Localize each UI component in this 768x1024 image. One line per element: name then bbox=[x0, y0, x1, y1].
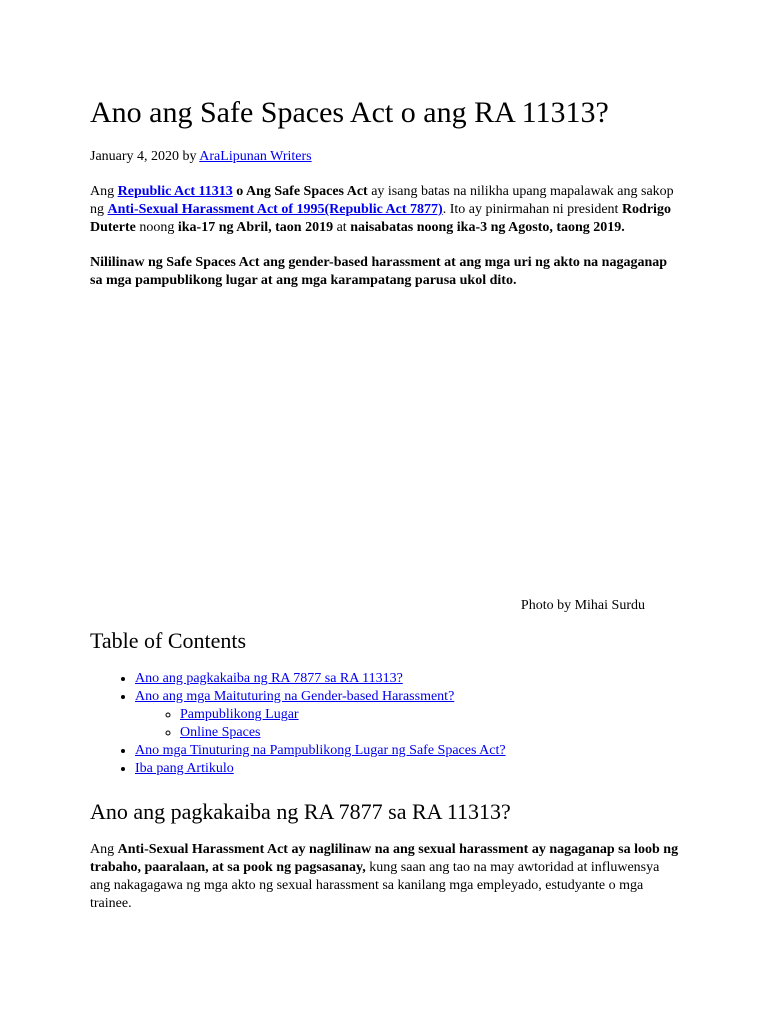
toc-link-maituturing[interactable]: Ano ang mga Maituturing na Gender-based Harassment? bbox=[135, 689, 455, 704]
photo-credit: Photo by Mihai Surdu bbox=[520, 598, 645, 613]
anti-sexual-harassment-act-link[interactable]: Anti-Sexual Harassment Act of 1995(Republic Act 7877) bbox=[107, 202, 443, 217]
intro-text: Ang bbox=[90, 184, 118, 199]
article-content bbox=[90, 95, 680, 913]
signing-date: ika-17 ng Abril, taon 2019 bbox=[177, 220, 334, 235]
intro-text: . Ito ay pinirmahan ni president bbox=[442, 202, 622, 217]
toc-link-tinuturing[interactable]: Ano mga Tinuturing na Pampublikong Lugar ng Safe Spaces Act? bbox=[135, 743, 506, 758]
article-by-label: by bbox=[179, 149, 200, 164]
republic-act-11313-link[interactable]: Republic Act 11313 bbox=[117, 184, 233, 199]
toc-item bbox=[135, 670, 680, 688]
toc-subitem bbox=[180, 724, 680, 742]
summary-paragraph: Nililinaw ng Safe Spaces Act ang gender-based harassment at ang mga uri ng akto na nagaganap sa mga pampublikong lugar at ang mga karampatang parusa ukol dito. bbox=[90, 255, 668, 288]
intro-text: noong bbox=[135, 220, 178, 235]
intro-text: ay isang batas na nilikha upang mapalawak ang sakop ng bbox=[90, 184, 674, 217]
toc-item bbox=[135, 742, 680, 760]
toc-sublist bbox=[135, 706, 680, 742]
toc-item bbox=[135, 688, 680, 742]
article-meta bbox=[90, 148, 680, 166]
section-paragraph bbox=[90, 841, 680, 913]
section-heading: Ano ang pagkakaiba ng RA 7877 sa RA 11313? bbox=[90, 799, 511, 824]
toc-link-pagkakaiba[interactable]: Ano ang pagkakaiba ng RA 7877 sa RA 11313? bbox=[135, 671, 403, 686]
president-name: Rodrigo Duterte bbox=[90, 202, 671, 235]
section-bold-text: Anti-Sexual Harassment Act ay naglilinaw na ang sexual harassment ay nagaganap sa loob ng trabaho, paaralaan, at sa pook ng pagsasanay, bbox=[90, 842, 679, 875]
section-text: Ang bbox=[90, 842, 118, 857]
intro-paragraph bbox=[90, 183, 680, 237]
article-title: Ano ang Safe Spaces Act o ang RA 11313? bbox=[90, 96, 609, 129]
author-link[interactable]: AraLipunan Writers bbox=[199, 149, 312, 164]
toc-title: Table of Contents bbox=[90, 628, 247, 653]
intro-text: at bbox=[333, 220, 351, 235]
section-text: kung saan ang tao na may awtoridad at influwensya ang nakagagawa ng mga akto ng sexual harassment sa kanilang mga empleyado, estudyante o mga trainee. bbox=[90, 860, 660, 911]
toc-link-online-spaces[interactable]: Online Spaces bbox=[180, 725, 261, 740]
photo-placeholder bbox=[90, 290, 680, 613]
toc-link-iba-pang-artikulo[interactable]: Iba pang Artikulo bbox=[135, 761, 234, 776]
enactment-date: naisabatas noong ika-3 ng Agosto, taong 2019. bbox=[350, 220, 625, 235]
toc-subitem bbox=[180, 706, 680, 724]
toc-link-pampublikong-lugar[interactable]: Pampublikong Lugar bbox=[180, 707, 299, 722]
article-date: January 4, 2020 bbox=[90, 149, 180, 164]
intro-bold-text: o Ang Safe Spaces Act bbox=[232, 184, 368, 199]
toc-item bbox=[135, 760, 680, 778]
table-of-contents bbox=[90, 670, 680, 778]
